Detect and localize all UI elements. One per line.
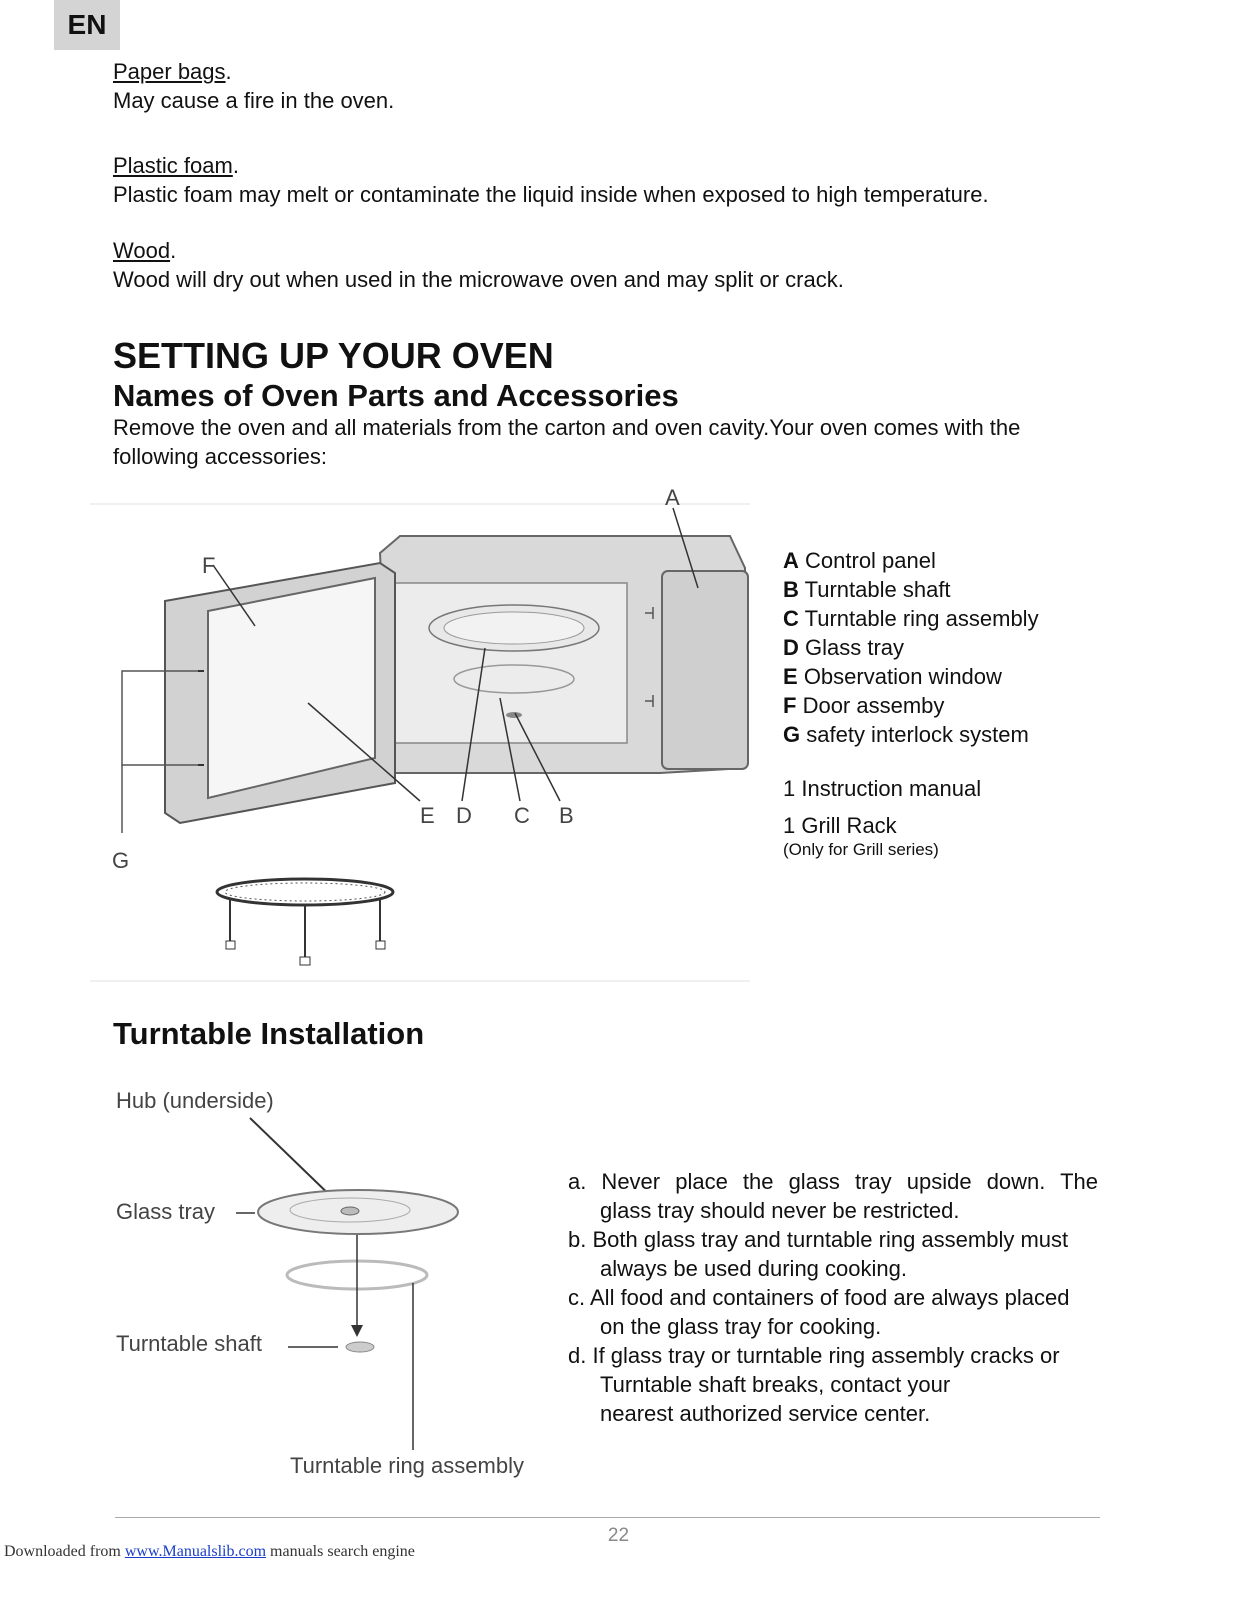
label-b: B bbox=[559, 803, 574, 828]
intro-line: Remove the oven and all materials from the carton and oven cavity.Your oven comes with the bbox=[113, 415, 1021, 440]
label-glass-tray: Glass tray bbox=[116, 1199, 216, 1224]
oven-diagram bbox=[90, 483, 755, 983]
label-d: D bbox=[456, 803, 472, 828]
label-a: A bbox=[665, 485, 680, 510]
material-wood: Wood. Wood will dry out when used in the microwave oven and may split or crack. bbox=[113, 238, 844, 292]
intro-text bbox=[113, 413, 1113, 471]
step-line: a. Never place the glass tray upside down. The bbox=[568, 1169, 1098, 1194]
material-title: Plastic foam bbox=[113, 153, 233, 178]
shaft-shape bbox=[506, 712, 522, 718]
grill-rack-shape bbox=[217, 879, 393, 965]
step-line: nearest authorized service center. bbox=[600, 1401, 931, 1426]
turntable-diagram bbox=[110, 1085, 530, 1485]
step-line: glass tray should never be restricted. bbox=[600, 1198, 960, 1223]
step-line: b. Both glass tray and turntable ring assembly must bbox=[568, 1227, 1069, 1252]
list-item: F Door assemby bbox=[783, 693, 945, 718]
turntable-heading: Turntable Installation bbox=[113, 1016, 425, 1051]
label-g: G bbox=[112, 848, 130, 873]
list-item: C Turntable ring assembly bbox=[783, 606, 1039, 631]
window-shape bbox=[208, 578, 375, 798]
intro-line: following accessories: bbox=[113, 444, 327, 469]
list-item: A Control panel bbox=[783, 548, 936, 573]
list-item: E Observation window bbox=[783, 664, 1002, 689]
material-desc: Wood will dry out when used in the microwave oven and may split or crack. bbox=[113, 267, 844, 292]
page-number: 22 bbox=[607, 1525, 630, 1546]
step-line: on the glass tray for cooking. bbox=[600, 1314, 882, 1339]
label-shaft: Turntable shaft bbox=[116, 1331, 262, 1356]
label-ring: Turntable ring assembly bbox=[290, 1453, 524, 1478]
accessory-note: (Only for Grill series) bbox=[783, 840, 939, 859]
manualslib-link[interactable]: www.Manualslib.com bbox=[124, 1543, 267, 1560]
list-item: B Turntable shaft bbox=[783, 577, 951, 602]
material-paper: Paper bags. May cause a fire in the oven. bbox=[113, 59, 395, 113]
step-line: always be used during cooking. bbox=[600, 1256, 907, 1281]
parts-list bbox=[783, 546, 1039, 749]
shaft-shape bbox=[346, 1342, 374, 1352]
label-f: F bbox=[202, 553, 216, 578]
list-item: G safety interlock system bbox=[783, 722, 1029, 747]
material-title: Paper bags bbox=[113, 59, 226, 84]
material-title: Wood bbox=[113, 238, 171, 263]
accessory-manual: 1 Instruction manual bbox=[783, 776, 982, 801]
label-c: C bbox=[514, 803, 530, 828]
step-line: Turntable shaft breaks, contact your bbox=[600, 1372, 951, 1397]
section-title: SETTING UP YOUR OVEN bbox=[113, 335, 554, 376]
parts-heading: Names of Oven Parts and Accessories bbox=[113, 378, 679, 413]
download-credit: Downloaded from www.Manualslib.com manuals search engine bbox=[4, 1543, 415, 1560]
label-hub: Hub (underside) bbox=[116, 1088, 274, 1113]
step-line: d. If glass tray or turntable ring assembly cracks or bbox=[568, 1343, 1060, 1368]
footer-divider bbox=[115, 1517, 1100, 1518]
material-plastic: Plastic foam. Plastic foam may melt or contaminate the liquid inside when exposed to high temperature. bbox=[113, 153, 989, 207]
list-item: D Glass tray bbox=[783, 635, 905, 660]
language-tab: EN bbox=[54, 0, 120, 50]
label-e: E bbox=[420, 803, 435, 828]
accessory-grill-rack: 1 Grill Rack bbox=[783, 813, 897, 838]
material-desc: May cause a fire in the oven. bbox=[113, 88, 395, 113]
material-desc: Plastic foam may melt or contaminate the liquid inside when exposed to high temperature. bbox=[113, 182, 989, 207]
installation-steps bbox=[568, 1167, 1098, 1428]
control-panel bbox=[662, 571, 748, 769]
step-line: c. All food and containers of food are always placed bbox=[568, 1285, 1070, 1310]
